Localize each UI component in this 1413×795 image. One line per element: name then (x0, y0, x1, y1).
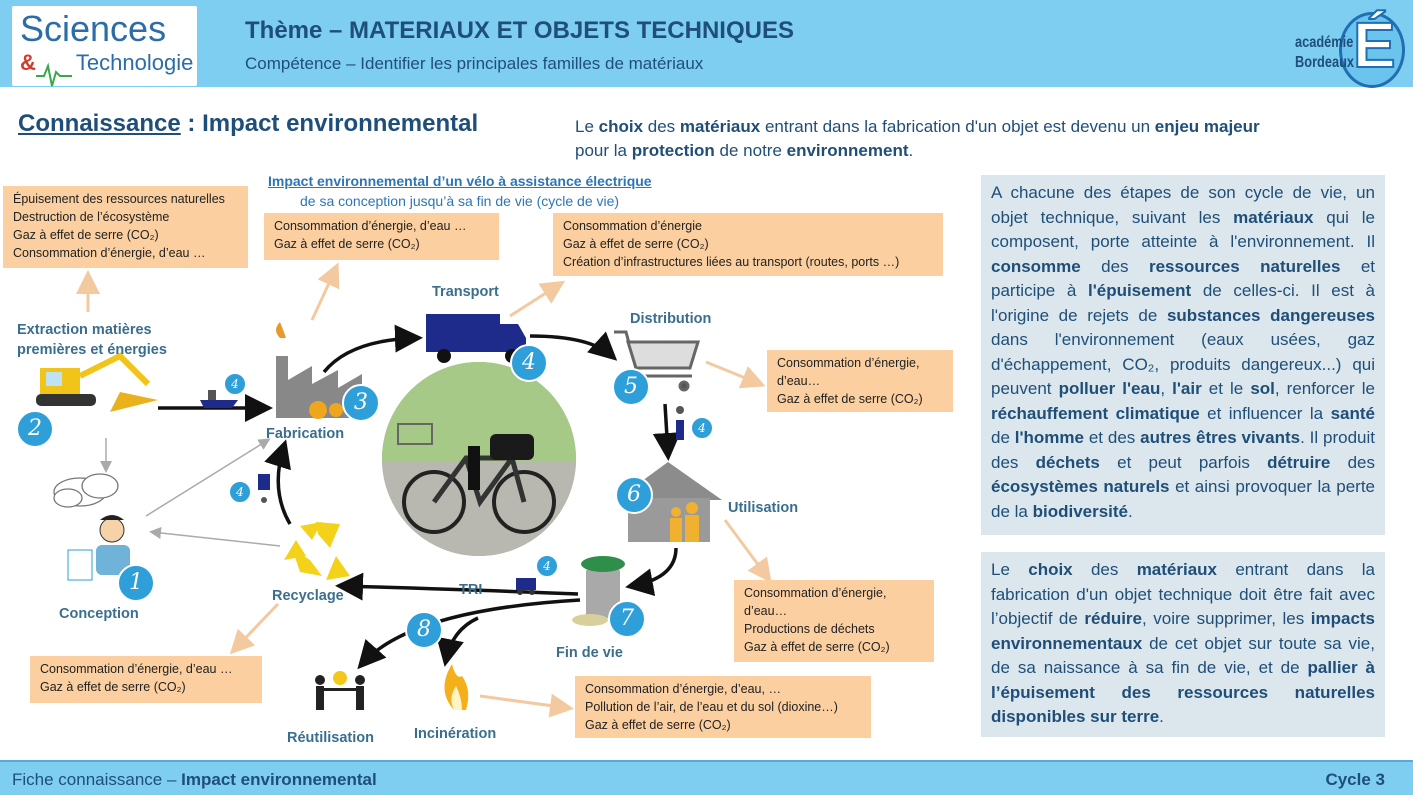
impacts-text-segment: consomme (991, 256, 1081, 276)
impacts-text-segment: des (1080, 256, 1149, 276)
recycle-icon (284, 522, 350, 580)
stage-label-fabrication: Fabrication (266, 426, 345, 442)
choix-text-segment: choix (1028, 560, 1073, 579)
impact-box-utilisation: Consommation d’énergie, d’eau… Productions de déchets Gaz à effet de serre (CO₂) (734, 580, 934, 662)
impact-box-incineration: Consommation d’énergie, d’eau, … Pollution de l’air, de l’eau et du sol (dioxine…) Gaz à effet de serre (CO₂) (575, 676, 871, 738)
impacts-text-segment: santé (1330, 403, 1375, 423)
impacts-text-segment: de celles-ci. Il est à l'origine de rejets de (991, 281, 1375, 325)
impacts-text-segment: polluer l'eau (1058, 379, 1161, 398)
impacts-text-segment: , renforcer le (1274, 379, 1375, 398)
people-exchange-icon (315, 671, 365, 710)
choix-text-segment: . (1159, 707, 1164, 726)
explanation-box-impacts (981, 175, 1385, 535)
impacts-text-segment: des (1330, 452, 1375, 472)
excavator-icon (36, 356, 158, 412)
step-badge-3: 3 (342, 384, 380, 422)
impact-box-fabrication: Consommation d’énergie, d’eau … Gaz à effet de serre (CO₂) (264, 213, 499, 260)
impacts-text-segment: l'épuisement (1087, 281, 1192, 300)
choix-text-segment: , voire supprimer, les (1142, 609, 1311, 628)
footer-cycle-label: Cycle 3 (1325, 770, 1385, 789)
thought-cloud-icon (54, 474, 118, 507)
theme-title: Thème – MATERIAUX ET OBJETS TECHNIQUES (245, 17, 794, 44)
stage-label-transport: Transport (432, 284, 499, 300)
impacts-text-segment: détruire (1267, 452, 1331, 472)
impacts-text-segment: sol (1250, 379, 1275, 398)
impacts-text-segment: de (991, 428, 1015, 447)
logo-text-sciences: Sciences (20, 8, 167, 49)
footer-fiche-label: Fiche connaissance – Impact environnemental (12, 770, 377, 789)
grey-arrows (106, 438, 280, 546)
electric-bike-photo (382, 362, 576, 556)
academie-bordeaux-logo: É académie Bordeaux (1283, 4, 1409, 88)
impacts-text-segment: ressources naturelles (1148, 256, 1341, 276)
transport-mini-badge-3: 4 (691, 417, 713, 439)
footer-bar (0, 760, 1413, 795)
transport-mini-badge-1: 4 (224, 373, 246, 395)
page-title: Connaissance : Impact environnemental (18, 110, 479, 137)
impacts-text-segment: , (1160, 379, 1173, 398)
stage-label-reutilisation: Réutilisation (287, 730, 375, 746)
small-delivery-icon (258, 474, 270, 503)
impacts-text-segment: et peut parfois (1099, 452, 1268, 472)
impacts-text-segment: et influencer la (1199, 403, 1331, 423)
choix-text-segment: impacts environnementaux (991, 609, 1376, 653)
impact-box-extraction: Épuisement des ressources naturelles Destruction de l’écosystème Gaz à effet de serre (CO₂) Consommation d’énergie, d’eau … (3, 186, 248, 268)
stage-label-distribution: Distribution (630, 311, 712, 327)
impact-box-distribution: Consommation d’énergie, d’eau… Gaz à effet de serre (CO₂) (767, 350, 953, 412)
competence-subtitle: Compétence – Identifier les principales familles de matériaux (245, 54, 704, 73)
step-badge-1: 1 (117, 564, 155, 602)
impacts-text-segment: et des (1084, 428, 1141, 447)
step-badge-4: 4 (510, 344, 548, 382)
fire-icon (444, 664, 468, 710)
step-badge-2: 2 (16, 410, 54, 448)
step-badge-8: 8 (405, 611, 443, 649)
impacts-text-segment: . (1128, 501, 1133, 521)
stage-label-extraction: Extraction matières premières et énergies (17, 322, 167, 358)
stage-label-incineration: Incinération (414, 726, 497, 742)
impacts-text-segment: . Il produit des (991, 428, 1375, 472)
stage-label-tri: TRI (459, 582, 483, 598)
impact-box-recyclage: Consommation d’énergie, d’eau … Gaz à effet de serre (CO₂) (30, 656, 262, 703)
small-scooter-icon (676, 406, 684, 440)
impacts-text-segment: réchauffement climatique (991, 403, 1200, 423)
impacts-text-segment: et ainsi provoquer la perte de la (991, 477, 1375, 521)
stage-label-fin-de-vie: Fin de vie (556, 645, 623, 661)
stage-label-conception: Conception (59, 606, 139, 622)
stage-label-recyclage: Recyclage (272, 588, 344, 604)
transport-mini-badge-4: 4 (536, 555, 558, 577)
diagram-subtitle: de sa conception jusqu’à sa fin de vie (cycle de vie) (300, 193, 620, 209)
step-badge-6: 6 (615, 476, 653, 514)
intro-text: Le choix des matériaux entrant dans la fabrication d'un objet est devenu un enjeu majeur pour la protection de notre environnement. (575, 117, 1260, 160)
step-badge-5: 5 (612, 368, 650, 406)
choix-text-segment: des (1072, 560, 1137, 579)
choix-text-segment: de cet objet sur toute sa vie, de sa naissance à sa fin de vie, et de (991, 633, 1375, 677)
impacts-text-segment: et le (1201, 379, 1251, 398)
impact-box-transport: Consommation d’énergie Gaz à effet de serre (CO₂) Création d’infrastructures liées au transport (routes, ports …) (553, 213, 943, 276)
impacts-text-segment: substances dangereuses (1166, 305, 1375, 325)
choix-text-segment: réduire (1084, 609, 1143, 628)
step-badge-7: 7 (608, 600, 646, 638)
logo-text-technologie: & Technologie (20, 50, 194, 75)
impacts-text-segment: A chacune des étapes de son cycle de vie, un objet technique, suivant les (991, 183, 1375, 227)
explanation-box-choix (981, 552, 1385, 737)
impacts-text-segment: biodiversité (1032, 501, 1129, 521)
impacts-text-segment: écosystèmes naturels (991, 477, 1170, 496)
choix-text-segment: entrant dans la fabrication d'un objet technique doit être fait avec l’objectif de (991, 560, 1375, 628)
stage-label-utilisation: Utilisation (728, 500, 799, 516)
choix-text-segment: pallier à l’épuisement des ressources naturelles disponibles sur terre (991, 658, 1375, 726)
impacts-text-segment: qui le composent, porte atteinte à l'environnement. Il (991, 207, 1375, 251)
impacts-text-segment: déchets (1035, 452, 1100, 472)
impacts-text-segment: l'air (1172, 379, 1202, 398)
transport-mini-badge-2: 4 (229, 481, 251, 503)
impacts-text-segment: dans l'environnement (eaux usées, gaz d'échappement, CO₂, produits dangereux...) qui peuvent (991, 330, 1375, 398)
impacts-text-segment: l'homme (1014, 428, 1084, 447)
impacts-text-segment: matériaux (1233, 207, 1314, 227)
diagram-title: Impact environnemental d’un vélo à assistance électrique (268, 173, 652, 189)
choix-text-segment: matériaux (1136, 560, 1218, 579)
impacts-text-segment: autres êtres vivants (1140, 428, 1301, 447)
impacts-text-segment: et participe à (991, 256, 1376, 300)
choix-text-segment: Le (991, 560, 1029, 579)
